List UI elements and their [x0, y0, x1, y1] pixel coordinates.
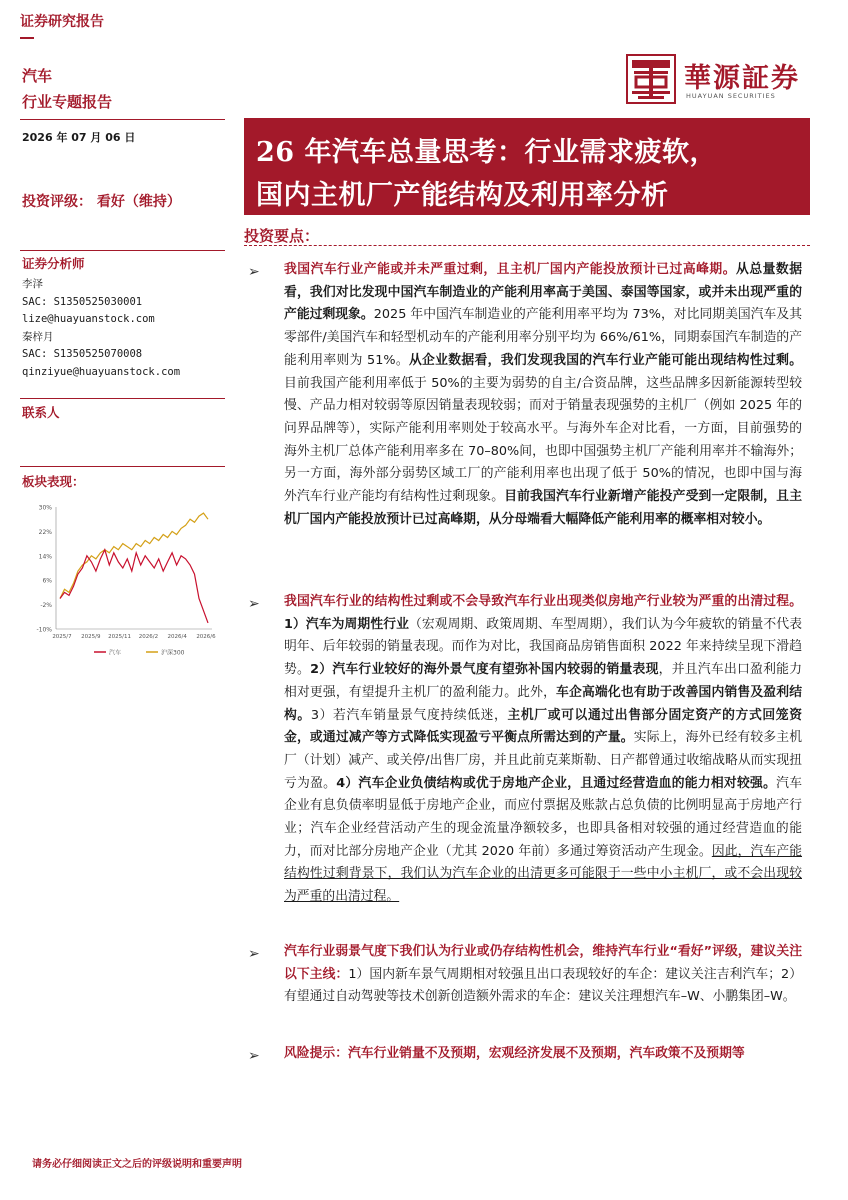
bullet-arrow-icon: ➢ — [248, 596, 260, 612]
kp1-bold: 目前我国汽车行业新增产能投产受到一定限制，且主机厂国内产能投放预计已过高峰期，从分母端看大幅降低产能利用率的概率相对较小。 — [284, 489, 803, 527]
kp2-bold: 2）汽车行业较好的海外景气度有望弥补国内较弱的销量表现 — [310, 662, 659, 678]
kp1-bold: 从总量数据看，我们对比发现中国汽车制造业的产能利用率高于美国、泰国等国家，或并未出现严重的产能过剩现象。 — [284, 262, 803, 323]
y-tick-label: 14% — [38, 553, 52, 561]
kp1-text: 目前我国产能利用率低于 50%的主要为弱势的自主/合资品牌，这些品牌多因新能源转型较慢、产品力相对较弱等原因销量表现较弱；而对于销量表现强势的主机厂（例如 2025 年的问界品牌等），实际产能利用率则处于较高水平。与海外车企对比看，一方面，目前强势的海外主机厂总体产能利用率多在 70–80%间，也即中国强势主机厂产能利用率并不输海外；另一方面，海外部分弱势区域工厂的产能利用率也出现了低于 50%的情况，也即中国与海外汽车行业产能均有结构性过剩现象。 — [284, 375, 802, 505]
analyst-email[interactable]: qinziyue@huayuanstock.com — [22, 365, 181, 378]
disclaimer-footer: 请务必仔细阅读正文之后的评级说明和重要声明 — [32, 1159, 242, 1170]
analysts-heading: 证券分析师 — [22, 256, 85, 271]
kp1-lead: 我国汽车行业产能或并未严重过剩，且主机厂国内产能投放预计已过高峰期。 — [284, 262, 737, 277]
logo-chinese-name: 華源証券 — [684, 63, 800, 94]
risk-label: 风险提示： — [284, 1046, 348, 1061]
x-tick-label: 2025/7 — [52, 634, 72, 640]
analysts-divider — [20, 250, 225, 251]
report-date: 2026 年 07 月 06 日 — [22, 131, 136, 144]
legend-label: 沪深300 — [161, 649, 185, 657]
sector-label: 汽车 — [22, 67, 53, 85]
bullet-arrow-icon: ➢ — [248, 946, 260, 962]
x-tick-label: 2025/11 — [108, 634, 132, 640]
key-point-1 — [284, 259, 802, 531]
sidebar-divider — [20, 119, 225, 120]
y-tick-label: 22% — [38, 528, 52, 536]
logo-emblem-icon — [626, 54, 676, 104]
risk-text: 汽车行业销量不及预期，宏观经济发展不及预期，汽车政策不及预期等 — [347, 1046, 745, 1061]
series-line-0 — [60, 550, 208, 623]
legend-label: 汽车 — [109, 649, 122, 657]
analyst-list — [22, 276, 180, 382]
key-points-divider — [244, 245, 810, 247]
analyst-email[interactable]: lize@huayuanstock.com — [22, 313, 155, 326]
kp1-text: 2025 年中国汽车制造业的产能利用率平均为 73%，对比同期美国汽车及其零部件/美国汽车和轻型机动车的产能利用率分别平均为 66%/61%，同期泰国汽车制造的产能利用率则为 51%。 — [284, 307, 802, 368]
kp2-bold: 车企高端化也有助于改善国内销售及盈利结构。 — [284, 684, 803, 723]
logo-english-name: HUAYUAN SECURITIES — [686, 92, 776, 100]
x-tick-label: 2026/4 — [167, 634, 187, 640]
report-title-line-1: 26 年汽车总量思考：行业需求疲软， — [256, 137, 717, 168]
analyst-sac: SAC: S1350525070008 — [22, 348, 143, 361]
key-point-3 — [284, 941, 802, 1009]
kp2-lead: 我国汽车行业的结构性过剩或不会导致汽车行业出现类似房地产行业较为严重的出清过程。 — [284, 594, 802, 609]
kp2-text: （宏观周期、政策周期、车型周期），我们认为今年疲软的销量不代表明年、后年较弱的销量表现。而作为对比，我国商品房销售面积 2022 年来持续呈现下滑趋势。 — [284, 616, 802, 678]
analyst-name: 李泽 — [22, 278, 43, 290]
company-logo — [626, 52, 806, 106]
analyst-sac: SAC: S1350525030001 — [22, 295, 143, 308]
y-tick-label: -10% — [36, 626, 52, 634]
kp2-bold: 主机厂或可以通过出售部分固定资产的方式回笼资金，或通过减产等方式降低实现盈亏平衡点所需达到的产量。 — [284, 707, 803, 746]
y-tick-label: 30% — [38, 504, 52, 512]
kp3-text: 1）国内新车景气周期相对较强且出口表现较好的车企：建议关注吉利汽车；2）有望通过自动驾驶等技术创新创造额外需求的车企：建议关注理想汽车–W、小鹏集团–W。 — [284, 966, 802, 1005]
key-points-heading: 投资要点： — [244, 227, 320, 245]
y-tick-label: -2% — [40, 602, 52, 610]
bullet-arrow-icon: ➢ — [248, 264, 260, 280]
report-kind-label: 行业专题报告 — [22, 93, 113, 111]
risk-warning — [284, 1043, 802, 1066]
sector-performance-chart — [22, 495, 222, 667]
kp2-conclusion: 因此，汽车产能结构性过剩背景下，我们认为汽车企业的出清更多可能限于一些中小主机厂，或不会出现较为严重的出清过程。 — [284, 843, 803, 905]
kp2-text: 实际上，海外已经有较多主机厂（计划）减产、或关停/出售厂房，并且此前克莱斯勒、日产都曾通过收缩战略从而实现扭亏为盈。 — [284, 730, 803, 791]
series-line-1 — [60, 513, 208, 598]
kp2-text: ，并且汽车出口盈利能力相对更强，有望提升主机厂的盈利能力。此外， — [284, 662, 803, 700]
kp2-text: 汽车企业有息负债率明显低于房地产企业，而应付票据及账款占总负债的比例明显高于房地产行业；汽车企业经营活动产生的现金流量净额较多，也即具备相对较强的通过经营造血的能力，而对比部分房地产企业（尤其 2020 年前）多通过筹资活动产生现金。 — [284, 775, 803, 859]
contact-divider — [20, 398, 225, 399]
kp1-bold: 从企业数据看，我们发现我国的汽车行业产能可能出现结构性过剩。 — [408, 352, 803, 368]
header-divider — [20, 37, 34, 39]
performance-heading: 板块表现： — [22, 474, 85, 489]
x-tick-label: 2026/6 — [196, 634, 216, 640]
performance-divider — [20, 466, 225, 467]
kp2-bold: 4）汽车企业负债结构或优于房地产企业，且通过经营造血的能力相对较强。 — [336, 775, 777, 791]
x-tick-label: 2026/2 — [138, 634, 159, 640]
x-tick-label: 2025/9 — [81, 634, 101, 640]
analyst-name: 秦梓月 — [22, 330, 54, 343]
contact-heading: 联系人 — [22, 405, 60, 420]
title-banner — [244, 118, 810, 215]
kp2-text: 3）若汽车销量景气度持续低迷， — [310, 707, 508, 723]
key-point-2 — [284, 591, 802, 909]
report-title-line-2: 国内主机厂产能结构及利用率分析 — [256, 180, 669, 211]
kp3-lead: 汽车行业弱景气度下我们认为行业或仍存结构性机会，维持汽车行业“看好”评级，建议关注以下主线： — [284, 944, 802, 982]
investment-rating: 投资评级： 看好（维持） — [22, 194, 181, 210]
report-type-label: 证券研究报告 — [20, 14, 104, 30]
kp2-bold: 1）汽车为周期性行业 — [284, 616, 409, 632]
y-tick-label: 6% — [42, 577, 52, 585]
performance-chart-svg — [22, 495, 222, 667]
bullet-arrow-icon: ➢ — [248, 1048, 260, 1064]
